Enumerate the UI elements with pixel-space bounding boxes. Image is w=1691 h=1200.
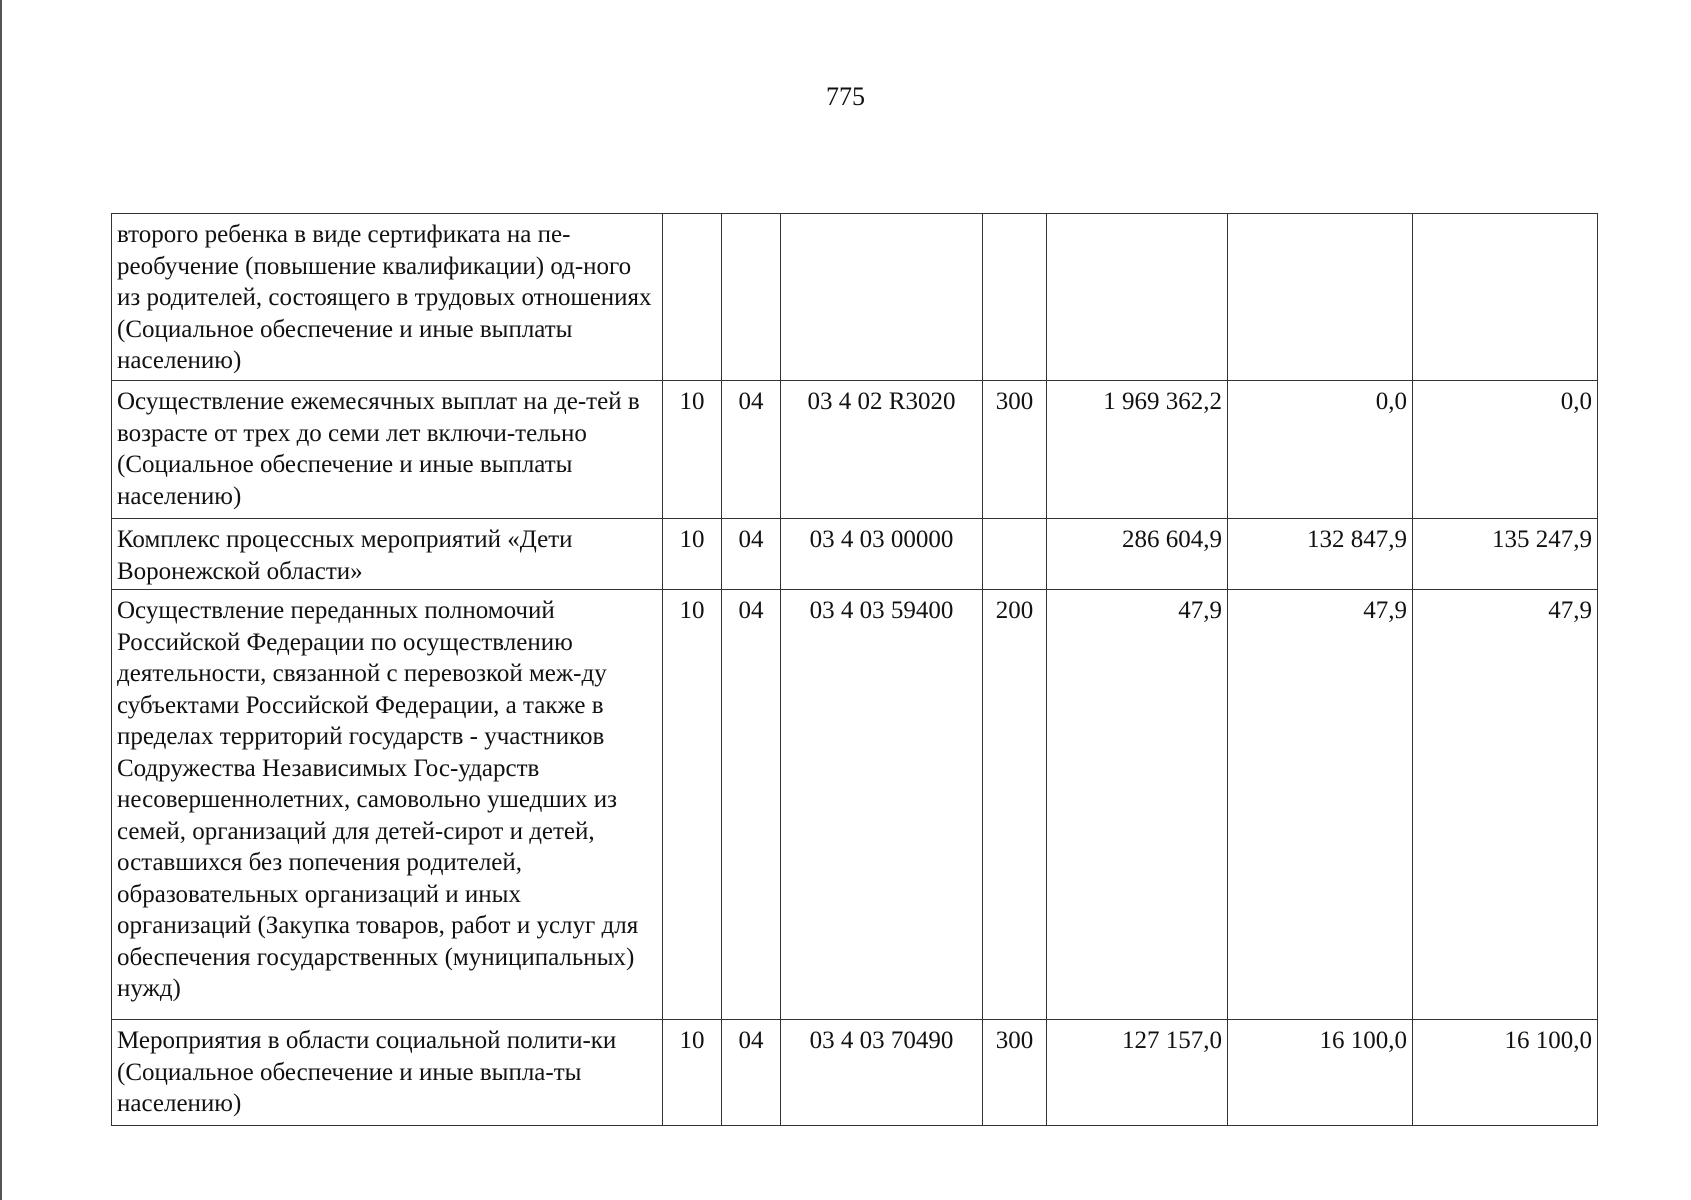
row-target-article: 03 4 03 70490 [781, 1020, 983, 1126]
page-number: 775 [826, 82, 865, 111]
scan-edge-line [0, 0, 2, 1200]
table-row [112, 381, 1598, 519]
row-amount-3: 135 247,9 [1413, 519, 1598, 590]
row-section: 10 [663, 590, 722, 1020]
row-subsection: 04 [722, 590, 781, 1020]
row-amount-1: 47,9 [1047, 590, 1228, 1020]
row-section: 10 [663, 519, 722, 590]
row-amount-1: 286 604,9 [1047, 519, 1228, 590]
row-subsection: 04 [722, 519, 781, 590]
row-subsection: 04 [722, 381, 781, 519]
row-amount-1 [1047, 214, 1228, 381]
table-row [112, 590, 1598, 1020]
row-amount-1: 127 157,0 [1047, 1020, 1228, 1126]
table-row [112, 214, 1598, 381]
row-amount-3: 16 100,0 [1413, 1020, 1598, 1126]
row-target-article: 03 4 03 00000 [781, 519, 983, 590]
row-amount-3 [1413, 214, 1598, 381]
table-body [112, 214, 1598, 1126]
row-expense-type: 300 [983, 381, 1047, 519]
row-target-article: 03 4 03 59400 [781, 590, 983, 1020]
row-amount-2: 47,9 [1228, 590, 1413, 1020]
row-expense-type: 200 [983, 590, 1047, 1020]
row-target-article [781, 214, 983, 381]
row-subsection [722, 214, 781, 381]
row-amount-2 [1228, 214, 1413, 381]
table-row [112, 519, 1598, 590]
row-amount-1: 1 969 362,2 [1047, 381, 1228, 519]
row-section: 10 [663, 1020, 722, 1126]
row-amount-2: 16 100,0 [1228, 1020, 1413, 1126]
table-row [112, 1020, 1598, 1126]
row-amount-3: 47,9 [1413, 590, 1598, 1020]
row-expense-type [983, 519, 1047, 590]
row-subsection: 04 [722, 1020, 781, 1126]
row-section [663, 214, 722, 381]
budget-table [111, 213, 1598, 1126]
row-expense-type [983, 214, 1047, 381]
row-amount-3: 0,0 [1413, 381, 1598, 519]
row-description: Осуществление переданных полномочий Российской Федерации по осуществлению деятельности, связанной с перевозкой меж-ду субъектами Российской Федерации, а также в пределах территорий государств - участников Содружества Независимых Гос-ударств несовершеннолетних, самовольно ушедших из семей, организаций для детей-сирот и детей, оставшихся без попечения родителей, образовательных организаций и иных организаций (Закупка товаров, работ и услуг для обеспечения государственных (муниципальных) нужд) [112, 590, 663, 1020]
row-amount-2: 132 847,9 [1228, 519, 1413, 590]
row-target-article: 03 4 02 R3020 [781, 381, 983, 519]
row-section: 10 [663, 381, 722, 519]
row-description: второго ребенка в виде сертификата на пе-реобучение (повышение квалификации) од-ного из родителей, состоящего в трудовых отношениях (Социальное обеспечение и иные выплаты населению) [112, 214, 663, 381]
row-description: Осуществление ежемесячных выплат на де-тей в возрасте от трех до семи лет включи-тельно (Социальное обеспечение и иные выплаты населению) [112, 381, 663, 519]
row-amount-2: 0,0 [1228, 381, 1413, 519]
row-expense-type: 300 [983, 1020, 1047, 1126]
row-description: Мероприятия в области социальной полити-ки (Социальное обеспечение и иные выпла-ты населению) [112, 1020, 663, 1126]
row-description: Комплекс процессных мероприятий «Дети Воронежской области» [112, 519, 663, 590]
